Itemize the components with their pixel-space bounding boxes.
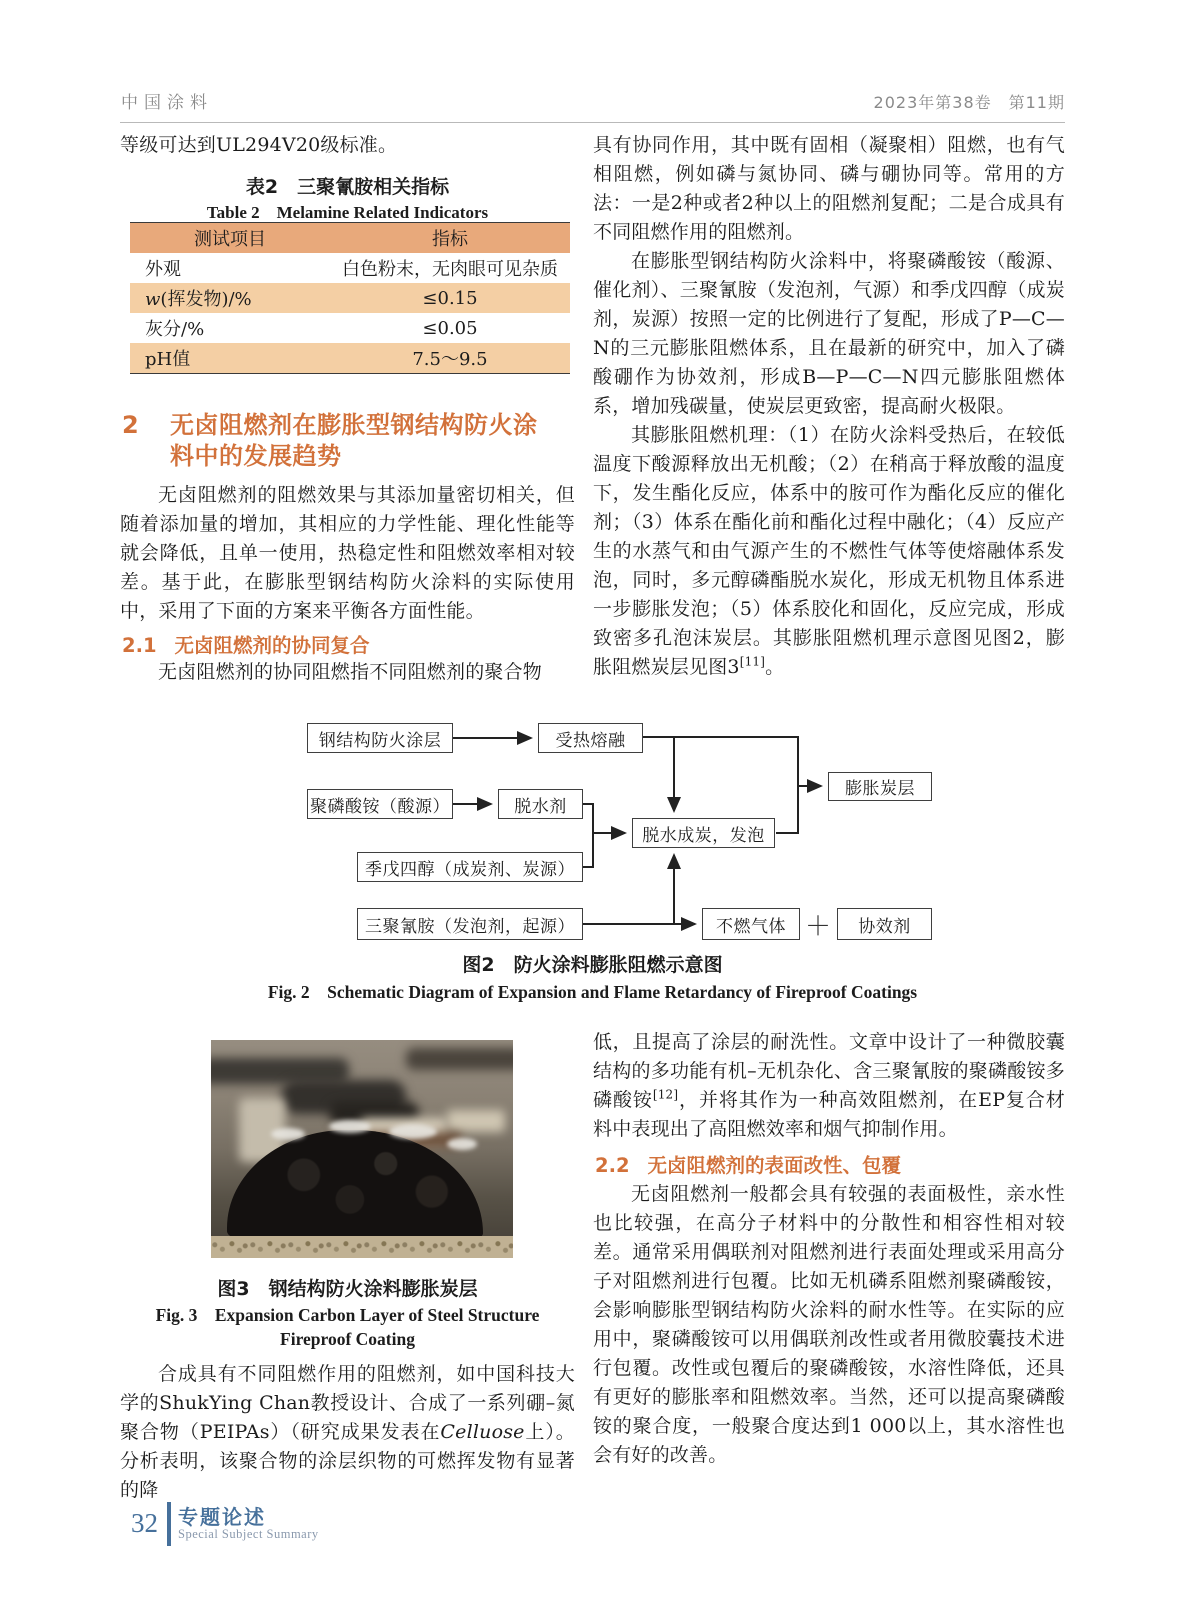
node-app-acid-source: 聚磷酸铵（酸源） xyxy=(307,789,453,819)
node-nonflammable-gas: 不燃气体 xyxy=(702,908,800,940)
frost-patch xyxy=(447,1138,477,1150)
figure2-caption-en: Fig. 2 Schematic Diagram of Expansion and Flame Retardancy of Fireproof Coatings xyxy=(267,982,918,1002)
journal-title-italic: Celluose xyxy=(440,1421,525,1443)
section-number: 2 xyxy=(122,411,140,439)
table2-header-value: 指标 xyxy=(432,229,468,250)
header-rule xyxy=(120,122,1065,123)
section-title: 无卤阻燃剂在膨胀型钢结构防火涂料中的发展趋势 xyxy=(170,411,538,470)
node-melamine: 三聚氰胺（发泡剂，起源） xyxy=(357,908,583,940)
row-label-italic: w xyxy=(145,289,161,310)
figure3-caption-en-line2: Fireproof Coating xyxy=(280,1329,415,1349)
section-2-2-heading xyxy=(595,1150,901,1178)
row-label: pH值 xyxy=(145,349,191,370)
paragraph-text: 上）。分析表明，该聚合物的涂层织物的可燃挥发物有显著的降 xyxy=(120,1421,575,1501)
row-value: ≤0.05 xyxy=(422,317,478,339)
bottom-right-paragraph-2: 无卤阻燃剂一般都会具有较强的表面极性，亲水性也比较强，在高分子材料中的分散性和相容性相对较差。通常采用偶联剂对阻燃剂进行表面处理或采用高分子对阻燃剂进行包覆。比如无机磷系阻燃剂聚磷酸铵，会影响膨胀型钢结构防火涂料的耐水性等。在实际的应用中，聚磷酸铵可以用偶联剂改性或者用微胶囊技术进行包覆。改性或包覆后的聚磷酸铵，水溶性降低，还具有更好的膨胀率和阻燃效率。当然，还可以提高聚磷酸铵的聚合度，一般聚合度达到1 000以上，其水溶性也会有好的改善。 xyxy=(593,1183,1065,1466)
photo-paper xyxy=(447,1110,505,1132)
issue-info: 2023年第38卷 第11期 xyxy=(873,93,1065,112)
paragraph-text: 其膨胀阻燃机理：（1）在防火涂料受热后，在较低温度下酸源释放出无机酸；（2）在稍高于释放酸的温度下，发生酯化反应，体系中的胺可作为酯化反应的催化剂；（3）体系在酯化前和酯化过程中融化；（4）反应产生的水蒸气和由气源产生的不燃性气体等使熔融体系发泡，同时，多元醇磷酯脱水炭化，形成无机物且体系进一步膨胀发泡；（5）体系胶化和固化，反应完成，形成致密多孔泡沫炭层。其膨胀阻燃机理示意图见图2，膨胀阻燃炭层见图3 xyxy=(593,424,1065,678)
page-number: 32 xyxy=(131,1508,158,1538)
frost-patch xyxy=(329,1120,371,1133)
frost-patch xyxy=(389,1124,437,1139)
table-row xyxy=(130,343,570,373)
node-synergist: 协效剂 xyxy=(837,908,932,940)
photo-base-strip xyxy=(211,1236,513,1258)
footer-column-en: Special Subject Summary xyxy=(178,1527,319,1541)
citation-ref-11: [11] xyxy=(739,654,766,669)
table2-title-en: Table 2 Melamine Related Indicators xyxy=(206,203,489,222)
paragraph-text: 。 xyxy=(765,656,785,678)
paragraph-text: ，并将其作为一种高效阻燃剂，在EP复合材料中表现出了高阻燃效率和烟气抑制作用。 xyxy=(593,1089,1065,1140)
table2-title-cn: 表2 三聚氰胺相关指标 xyxy=(245,176,450,198)
node-heat-melt: 受热熔融 xyxy=(538,723,643,753)
table-row xyxy=(130,283,570,313)
table2 xyxy=(130,222,570,374)
footer-column-cn: 专题论述 xyxy=(178,1505,266,1529)
figure3-caption-en-line1: Fig. 3 Expansion Carbon Layer of Steel Structure xyxy=(155,1305,540,1325)
right-paragraph-2: 在膨胀型钢结构防火涂料中，将聚磷酸铵（酸源、催化剂）、三聚氰胺（发泡剂，气源）和季戊四醇（成炭剂，炭源）按照一定的比例进行了复配，形成了P—C—N的三元膨胀阻燃体系，且在最新的研究中，加入了磷酸硼作为协效剂，形成B—P—C—N四元膨胀阻燃体系，增加残碳量，使炭层更致密，提高耐火极限。 xyxy=(593,250,1065,417)
row-value: 白色粉末，无肉眼可见杂质 xyxy=(342,259,558,280)
row-label: 灰分/% xyxy=(145,319,205,340)
photo-background-object xyxy=(406,1048,513,1070)
journal-name: 中国涂料 xyxy=(121,93,213,113)
bottom-left-paragraph xyxy=(120,1360,575,1505)
intro-paragraph: 无卤阻燃剂的阻燃效果与其添加量密切相关，但随着添加量的增加，其相应的力学性能、理化性能等就会降低，且单一使用，热稳定性和阻燃效率相对较差。基于此，在膨胀型钢结构防火涂料的实际使用中，采用了下面的方案来平衡各方面性能。 xyxy=(120,484,575,622)
node-dehydrant: 脱水剂 xyxy=(498,789,583,819)
table-row xyxy=(130,253,570,283)
section-title: 无卤阻燃剂的表面改性、包覆 xyxy=(647,1154,902,1177)
footer-divider xyxy=(167,1502,171,1546)
section-2-1-heading xyxy=(122,630,370,658)
bottom-right-paragraph-1 xyxy=(593,1028,1065,1144)
node-steel-coating: 钢结构防火涂层 xyxy=(307,723,453,753)
figure3-photo xyxy=(211,1040,513,1258)
connector-line xyxy=(583,804,593,867)
plus-sign: ＋ xyxy=(804,911,831,942)
paragraph-text: 合成具有不同阻燃作用的阻燃剂，如中国科技大学的ShukYing Chan教授设计、合成了一系列硼–氮聚合物（PEIPAs）（研究成果发表在 xyxy=(120,1363,575,1443)
section-number: 2.2 xyxy=(595,1154,630,1177)
section-2-heading xyxy=(122,410,577,472)
paragraph-text: 低，且提高了涂层的耐洗性。文章中设计了一种微胶囊结构的多功能有机–无机杂化、含三聚氰胺的聚磷酸铵多磷酸铵 xyxy=(593,1031,1065,1111)
node-char-foam: 脱水成炭，发泡 xyxy=(632,818,775,848)
figure3-caption-cn: 图3 钢结构防火涂料膨胀炭层 xyxy=(217,1278,478,1300)
row-label xyxy=(130,285,330,311)
node-expanded-char-layer: 膨胀炭层 xyxy=(828,772,932,801)
citation-ref-12: [12] xyxy=(652,1087,679,1102)
row-value: ≤0.15 xyxy=(422,287,478,309)
row-label: 外观 xyxy=(145,259,181,280)
right-paragraph-1: 具有协同作用，其中既有固相（凝聚相）阻燃，也有气相阻燃，例如磷与氮协同、磷与硼协同等。常用的方法：一是2种或者2种以上的阻燃剂复配；二是合成具有不同阻燃作用的阻燃剂。 xyxy=(593,134,1065,243)
figure2-flowchart xyxy=(230,700,970,945)
figure2-caption-cn: 图2 防火涂料膨胀阻燃示意图 xyxy=(462,954,723,976)
section-title: 无卤阻燃剂的协同复合 xyxy=(174,634,370,657)
row-label-rest: (挥发物)/% xyxy=(160,289,252,310)
node-pentaerythritol: 季戊四醇（成炭剂、炭源） xyxy=(357,852,583,882)
table-row xyxy=(130,313,570,343)
right-paragraph-3 xyxy=(593,421,1065,682)
section-number: 2.1 xyxy=(122,634,157,657)
lead-paragraph: 等级可达到UL294V20级标准。 xyxy=(120,134,398,156)
row-value: 7.5～9.5 xyxy=(412,349,488,370)
paragraph-2-1: 无卤阻燃剂的协同阻燃指不同阻燃剂的聚合物 xyxy=(158,661,543,683)
table2-header-item: 测试项目 xyxy=(194,229,266,250)
frost-patch xyxy=(271,1128,305,1140)
table2-header-row xyxy=(130,223,570,253)
